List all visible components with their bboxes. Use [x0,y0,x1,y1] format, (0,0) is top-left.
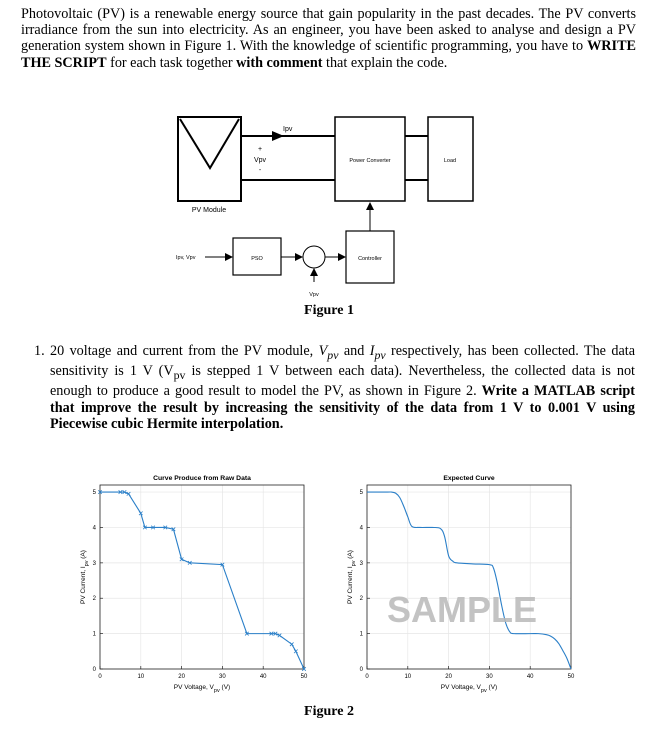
figure-2-caption: Figure 2 [304,704,354,719]
power-converter-label: Power Converter [349,158,391,164]
x-tick-label: 40 [526,674,534,680]
data-point-marker [290,642,294,646]
y-tick-label: 0 [359,667,363,673]
x-tick-label: 0 [365,674,369,680]
chart-title: Expected Curve [443,475,495,482]
figure-1-caption: Figure 1 [304,303,354,318]
controller-label: Controller [358,256,382,262]
y-tick-label: 4 [92,525,96,532]
task-1-instruction: Write a MATLAB script that improve the result by increasing the sensitivity of the data from 1 V to 0.001 V using Piecewise cubic Hermite interpolation. [50,383,635,433]
intro-bold-write-script: WRITE THE SCRIPT [21,38,636,71]
intro-text-1: Photovoltaic (PV) is a renewable energy source that gain popularity in the past decades. The PV converts irradiance from the sun into electricity. As an engineer, you have been asked to analyse and design a PV generation system shown in Figure 1. With the knowledge of scientific programming, you have to [21,6,636,55]
intro-text-2: for each task together [106,54,237,71]
x-tick-label: 30 [219,674,226,680]
figure-2-charts [0,465,658,725]
x-tick-label: 20 [178,674,185,680]
minus-label: - [258,167,262,174]
y-tick-label: 0 [92,667,96,673]
chart-title: Curve Produce from Raw Data [153,475,251,482]
figure-1-diagram [0,0,658,310]
load-label: Load [443,158,457,164]
x-tick-label: 0 [98,674,102,680]
y-axis-label: PV Current, $I_{pv}$ (A) [347,550,357,604]
pv-module-symbol [180,119,239,168]
plot-frame [367,485,571,669]
intro-bold-comment: with comment [236,54,323,71]
y-tick-label: 1 [92,631,96,638]
y-tick-label: 4 [359,525,363,532]
y-tick-label: 5 [359,490,363,497]
y-tick-label: 1 [359,631,363,638]
y-axis-label-group [347,550,357,604]
y-tick-label: 2 [359,596,363,603]
pso-label: PSO [251,256,263,262]
sample-watermark: SAMPLE [386,589,538,630]
plus-label: + [257,146,263,153]
x-tick-label: 50 [300,674,308,680]
plot-frame [100,485,304,669]
task-1-text: 20 voltage and current from the PV module, $V_{pv}$ and $I_{pv}$ respectively, has been collected. The data sensitivity is 1 V ($V_{pv}$ is stepped 1 V between each data). Nevertheless, the collected data is not enough to produce a good result to model the PV, as shown in Figure 2. Write a MATLAB script that improve the result by increasing the sensitivity of the data from 1 V to 0.001 V using Piecewise cubic Hermite interpolation. [50,343,635,433]
x-axis-label: PV Voltage, $V_{pv}$ (V) [440,684,498,694]
chart-1 [80,475,308,694]
y-axis-label: PV Current, $I_{pv}$ (A) [80,550,90,604]
vpv-label: Vpv [253,157,267,164]
y-tick-label: 2 [92,596,96,603]
x-tick-label: 40 [259,674,267,680]
vpv-feedback-label: Vpv [309,292,319,298]
ipv-label: Ipv [283,126,293,133]
intro-text-3: that explain the code. [322,54,448,71]
series-line [100,492,304,669]
series-line [367,492,571,669]
y-tick-label: 3 [359,560,363,567]
x-axis-label: PV Voltage, $V_{pv}$ (V) [173,684,231,694]
pv-module-label: PV Module [191,207,227,214]
x-tick-label: 10 [404,674,412,680]
x-tick-label: 10 [137,674,145,680]
x-tick-label: 50 [567,674,575,680]
y-axis-label-group [80,550,90,604]
x-tick-label: 20 [445,674,452,680]
chart-2 [347,475,575,694]
y-tick-label: 5 [92,490,96,497]
task-number: 1. [34,343,45,359]
y-tick-label: 3 [92,560,96,567]
x-tick-label: 30 [486,674,493,680]
summing-junction [303,246,325,268]
inputs-label: Ipv, Vpv [176,255,196,261]
